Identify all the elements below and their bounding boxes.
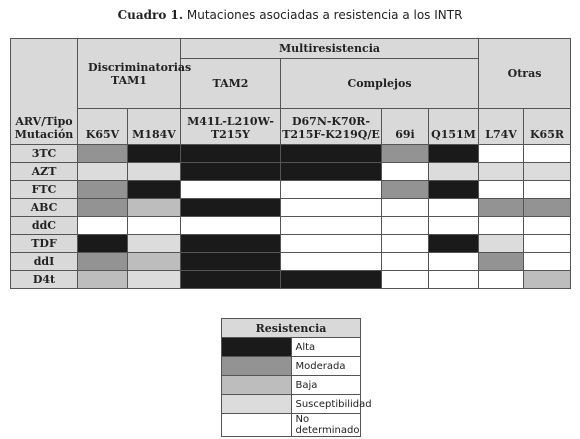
resistance-cell-alta [429, 145, 479, 163]
column-header: L74V [479, 109, 524, 145]
resistance-cell-baja [128, 199, 181, 217]
resistance-cell-moderada [78, 145, 128, 163]
legend-label: Susceptibilidad [291, 395, 361, 414]
resistance-cell-nd [181, 217, 281, 235]
resistance-cell-alta [281, 163, 382, 181]
resistance-cell-alta [181, 199, 281, 217]
legend-swatch [222, 395, 292, 414]
resistance-cell-nd [382, 253, 429, 271]
resistance-cell-alta [429, 235, 479, 253]
table-row [11, 163, 571, 181]
resistance-cell-baja [78, 271, 128, 289]
legend-item [222, 414, 361, 437]
resistance-cell-nd [281, 181, 382, 199]
resistance-cell-moderada [382, 145, 429, 163]
resistance-cell-nd [382, 235, 429, 253]
resistance-cell-nd [382, 217, 429, 235]
legend-swatch [222, 338, 292, 357]
resistance-cell-susc [524, 163, 571, 181]
column-header: K65R [524, 109, 571, 145]
column-header: Q151M [429, 109, 479, 145]
otras-header: Otras [479, 39, 571, 109]
resistance-cell-nd [479, 217, 524, 235]
table-caption [0, 8, 580, 22]
multirresistencia-header: Multiresistencia [181, 39, 479, 59]
resistance-cell-susc [128, 163, 181, 181]
resistance-cell-alta [429, 181, 479, 199]
column-header: M41L-L210W-T215Y [181, 109, 281, 145]
resistance-cell-alta [128, 181, 181, 199]
resistance-cell-nd [524, 235, 571, 253]
drug-label: ABC [11, 199, 78, 217]
table-row [11, 235, 571, 253]
table-row [11, 271, 571, 289]
legend-label: Baja [291, 376, 361, 395]
complejos-header: Complejos [281, 59, 479, 109]
legend-label: No determinado [291, 414, 361, 437]
resistance-cell-baja [524, 271, 571, 289]
drug-label: ddI [11, 253, 78, 271]
resistance-cell-nd [524, 253, 571, 271]
resistance-cell-susc [479, 235, 524, 253]
legend [221, 318, 372, 437]
resistance-cell-alta [181, 145, 281, 163]
resistance-cell-nd [78, 217, 128, 235]
resistance-cell-nd [128, 217, 181, 235]
caption-label: Cuadro 1. [117, 8, 184, 22]
resistance-cell-susc [128, 235, 181, 253]
resistance-cell-nd [382, 199, 429, 217]
resistance-table [10, 38, 571, 289]
column-header: K65V [78, 109, 128, 145]
resistance-cell-nd [382, 163, 429, 181]
table-row [11, 217, 571, 235]
drug-label: TDF [11, 235, 78, 253]
table-row [11, 181, 571, 199]
resistance-cell-alta [181, 253, 281, 271]
drug-label: D4t [11, 271, 78, 289]
resistance-cell-susc [128, 271, 181, 289]
legend-swatch [222, 357, 292, 376]
resistance-cell-moderada [479, 253, 524, 271]
table-row [11, 199, 571, 217]
resistance-cell-moderada [479, 199, 524, 217]
drug-label: AZT [11, 163, 78, 181]
legend-item [222, 338, 361, 357]
resistance-cell-nd [429, 253, 479, 271]
table-row [11, 145, 571, 163]
legend-item [222, 376, 361, 395]
discriminatorias-header: Discriminatorias TAM1 [78, 39, 181, 109]
resistance-cell-susc [78, 163, 128, 181]
resistance-cell-moderada [78, 253, 128, 271]
resistance-cell-nd [479, 181, 524, 199]
tam2-header: TAM2 [181, 59, 281, 109]
resistance-cell-alta [78, 235, 128, 253]
resistance-cell-baja [128, 253, 181, 271]
resistance-cell-moderada [524, 199, 571, 217]
resistance-cell-nd [281, 235, 382, 253]
drug-label: FTC [11, 181, 78, 199]
resistance-cell-nd [281, 217, 382, 235]
caption-text: Mutaciones asociadas a resistencia a los INTR [186, 8, 463, 22]
resistance-cell-alta [181, 163, 281, 181]
resistance-cell-alta [181, 235, 281, 253]
resistance-cell-susc [479, 163, 524, 181]
resistance-cell-nd [181, 181, 281, 199]
column-header: 69i [382, 109, 429, 145]
resistance-cell-nd [479, 145, 524, 163]
resistance-cell-nd [524, 145, 571, 163]
row-label-header: ARV/Tipo Mutación [11, 39, 78, 145]
resistance-cell-alta [281, 145, 382, 163]
resistance-cell-nd [479, 271, 524, 289]
legend-item [222, 357, 361, 376]
legend-title: Resistencia [222, 319, 361, 338]
resistance-cell-alta [281, 271, 382, 289]
legend-label: Alta [291, 338, 361, 357]
resistance-cell-nd [281, 199, 382, 217]
resistance-cell-moderada [78, 199, 128, 217]
drug-label: ddC [11, 217, 78, 235]
drug-label: 3TC [11, 145, 78, 163]
column-header: M184V [128, 109, 181, 145]
column-header: D67N-K70R-T215F-K219Q/E [281, 109, 382, 145]
legend-item [222, 395, 361, 414]
resistance-cell-alta [128, 145, 181, 163]
resistance-cell-nd [429, 199, 479, 217]
resistance-cell-nd [382, 271, 429, 289]
resistance-cell-alta [181, 271, 281, 289]
resistance-cell-nd [281, 253, 382, 271]
legend-label: Moderada [291, 357, 361, 376]
resistance-cell-moderada [78, 181, 128, 199]
legend-swatch [222, 376, 292, 395]
resistance-cell-nd [429, 217, 479, 235]
resistance-cell-moderada [382, 181, 429, 199]
resistance-cell-nd [524, 217, 571, 235]
resistance-cell-nd [429, 271, 479, 289]
resistance-cell-susc [429, 163, 479, 181]
legend-swatch [222, 414, 292, 437]
resistance-cell-nd [524, 181, 571, 199]
table-row [11, 253, 571, 271]
